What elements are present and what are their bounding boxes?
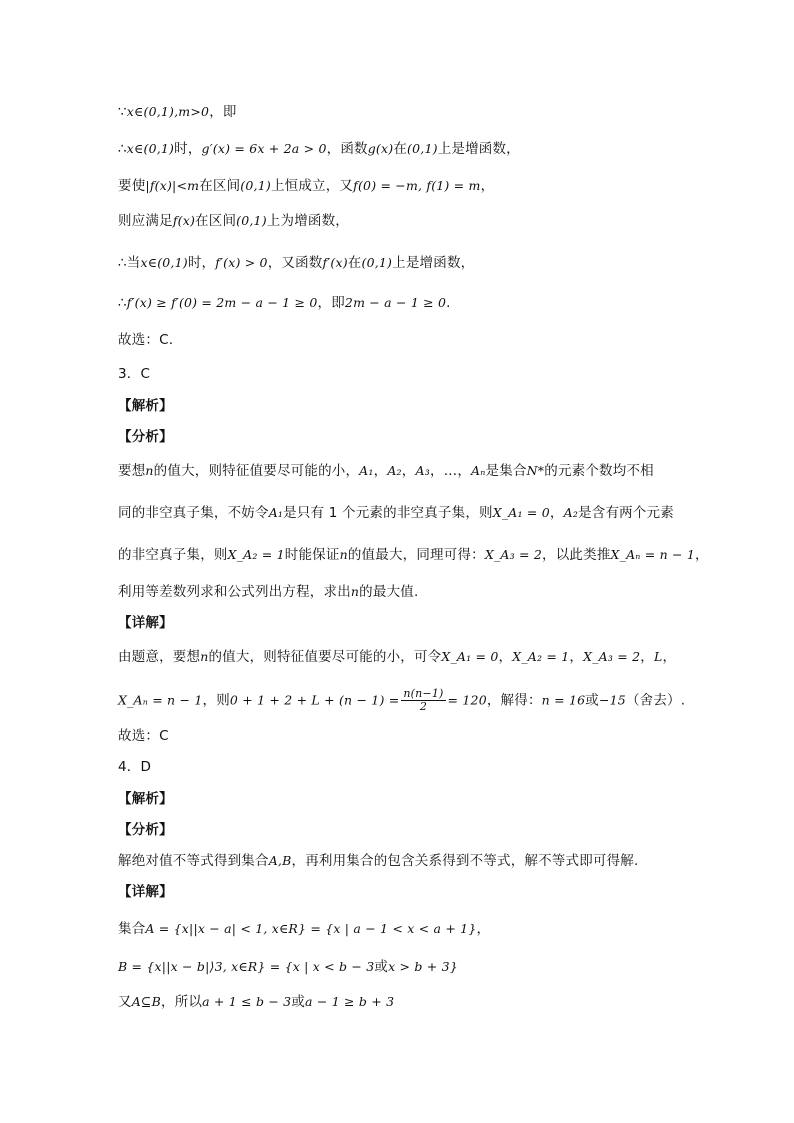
text-line — [118, 992, 394, 1012]
text-segment: 则应满足 — [118, 213, 173, 229]
text-segment: 在 — [393, 141, 408, 157]
text-segment: 的值大，则特征值要尽可能的小，可令 — [208, 649, 442, 665]
math-expression: A₁ — [359, 463, 374, 478]
text-line — [118, 461, 654, 481]
math-expression: X_A₂ = 1 — [227, 547, 285, 562]
text-segment: ， — [480, 178, 495, 194]
text-line — [118, 102, 237, 122]
math-expression: (0,1) — [361, 255, 393, 270]
math-expression: |f(x)|<m — [145, 178, 200, 193]
text-line — [118, 176, 494, 196]
text-segment: ， — [662, 649, 677, 665]
text-segment: 或 — [374, 959, 389, 975]
math-expression: n — [339, 547, 348, 562]
text-segment: 上恒成立，又 — [270, 178, 354, 194]
text-line — [118, 613, 173, 633]
math-expression: X_A₁ = 0 — [441, 649, 499, 664]
math-expression: N* — [526, 463, 545, 478]
text-segment: ，所以 — [161, 994, 203, 1010]
text-segment: ， — [569, 649, 584, 665]
text-segment: 时， — [174, 141, 202, 157]
fraction-denominator: 2 — [419, 700, 428, 713]
text-segment: ， — [549, 505, 564, 521]
math-expression: a + 1 ≤ b − 3 — [202, 994, 292, 1009]
text-segment: ， — [401, 463, 416, 479]
text-segment: ，…， — [429, 463, 472, 479]
text-segment: 在区间 — [199, 178, 241, 194]
text-segment: 3．C — [118, 366, 151, 382]
text-segment: 同的非空真子集，不妨令 — [118, 505, 269, 521]
text-segment: ，又函数 — [267, 255, 323, 271]
math-expression: (0,1) — [240, 178, 271, 193]
math-expression: A₂ — [563, 505, 579, 520]
math-expression: n — [200, 649, 209, 664]
text-line — [118, 647, 676, 667]
math-expression: X_Aₙ = n − 1 — [610, 547, 696, 562]
section-heading: 【解析】 — [118, 398, 173, 414]
text-segment: 是只有 1 个元素的非空真子集，则 — [283, 505, 493, 521]
text-line — [118, 820, 173, 840]
math-expression: f′(x) — [322, 255, 348, 270]
text-line — [118, 919, 490, 939]
math-expression: x > b + 3} — [388, 959, 458, 974]
math-expression: X_A₂ = 1 — [512, 649, 570, 664]
text-segment: ，以此类推 — [542, 547, 611, 563]
math-expression: n = 16 — [541, 692, 586, 708]
math-expression: A₃ — [415, 463, 430, 478]
text-segment: （舍去）. — [625, 692, 686, 709]
math-expression: A⊆B — [131, 994, 161, 1009]
math-expression: L — [654, 649, 663, 664]
text-segment: 上为增函数， — [266, 213, 349, 229]
text-segment: ， — [640, 649, 654, 665]
text-segment: 故选：C — [118, 728, 169, 744]
text-line — [118, 757, 151, 777]
text-segment: ∴ — [118, 141, 127, 157]
text-line — [118, 503, 674, 523]
text-segment: 上是增函数， — [437, 141, 520, 157]
text-line — [118, 726, 169, 746]
text-line — [118, 139, 520, 159]
math-expression: −15 — [598, 692, 626, 708]
text-segment: 的值大，则特征值要尽可能的小， — [153, 463, 360, 479]
text-segment: 是集合 — [485, 463, 527, 479]
text-line — [118, 211, 349, 231]
math-expression: f′(x) ≥ f′(0) = 2m − a − 1 ≥ 0 — [126, 295, 318, 310]
math-expression: 2m − a − 1 ≥ 0 — [344, 295, 447, 310]
text-line — [118, 427, 173, 447]
text-segment: 或 — [585, 692, 599, 709]
math-expression: B = {x||x − b|⟩3, x∈R} = {x | x < b − 3 — [118, 959, 375, 974]
text-segment: 的值最大，同理可得： — [347, 547, 485, 563]
text-line — [118, 545, 709, 565]
section-heading: 【解析】 — [118, 791, 173, 807]
text-segment: ， — [476, 921, 491, 937]
math-expression: 0 + 1 + 2 + L + (n − 1) = — [229, 692, 400, 708]
math-expression: x∈(0,1) — [126, 141, 175, 156]
math-expression: f(x) — [172, 213, 196, 228]
text-segment: 集合 — [118, 921, 146, 937]
math-expression: Aₙ — [471, 463, 486, 478]
math-expression: n — [145, 463, 154, 478]
text-segment: 在区间 — [195, 213, 237, 229]
text-line — [118, 882, 173, 902]
section-heading: 【详解】 — [118, 884, 173, 900]
text-segment: ，解得： — [486, 692, 542, 709]
math-expression: X_A₃ = 2 — [583, 649, 641, 664]
text-line — [118, 293, 451, 313]
section-heading: 【详解】 — [118, 615, 173, 631]
text-line — [118, 364, 150, 384]
text-segment: ∴当 — [118, 255, 141, 271]
text-segment: 由题意，要想 — [118, 649, 201, 665]
text-segment: ， — [373, 463, 388, 479]
math-expression: x∈(0,1) — [140, 255, 188, 270]
section-heading: 【分析】 — [118, 429, 173, 445]
math-expression: (0,1) — [407, 141, 438, 156]
math-expression: A = {x||x − a| < 1, x∈R} = {x | a − 1 < x < a + 1} — [145, 921, 477, 936]
text-segment: 4．D — [118, 759, 152, 775]
fraction-numerator: n(n−1) — [403, 687, 444, 700]
text-segment: 的元素个数均不相 — [544, 463, 654, 479]
text-segment: 是含有两个元素 — [578, 505, 674, 521]
text-segment: ，即 — [317, 295, 345, 311]
text-segment: 要使 — [118, 178, 146, 194]
math-expression: A₁ — [268, 505, 284, 520]
text-segment: 时， — [187, 255, 216, 271]
text-line — [118, 957, 458, 977]
text-segment: ，即 — [209, 104, 237, 120]
text-segment: ，再利用集合的包含关系得到不等式，解不等式即可得解. — [291, 853, 639, 869]
math-expression: a − 1 ≥ b + 3 — [305, 994, 395, 1009]
math-expression: x∈(0,1),m>0 — [126, 104, 210, 119]
math-expression: n — [350, 584, 360, 599]
math-expression: g′(x) = 6x + 2a > 0 — [201, 141, 327, 156]
text-line — [118, 330, 173, 350]
math-expression: (0,1) — [236, 213, 267, 228]
math-expression: g(x) — [367, 141, 394, 156]
text-segment: 要想 — [118, 463, 146, 479]
text-segment: ，则 — [202, 692, 230, 709]
math-expression: f(0) = −m, f(1) = m — [353, 178, 481, 193]
text-line — [118, 688, 685, 713]
text-line — [118, 789, 173, 809]
text-segment: 的非空真子集，则 — [118, 547, 228, 563]
text-segment: ，函数 — [326, 141, 368, 157]
text-segment: ∵ — [118, 104, 127, 120]
math-expression: = 120 — [447, 692, 487, 708]
math-expression: X_A₃ = 2 — [484, 547, 543, 562]
text-segment: . — [446, 295, 451, 311]
text-segment: ∴ — [118, 295, 127, 311]
text-segment: 故选：C. — [118, 332, 174, 348]
section-heading: 【分析】 — [118, 822, 173, 838]
math-expression: f′(x) > 0 — [215, 255, 268, 270]
text-line — [118, 253, 474, 273]
text-segment: 利用等差数列求和公式列出方程，求出 — [118, 584, 351, 600]
text-segment: 上是增函数， — [392, 255, 475, 271]
text-line — [118, 396, 173, 416]
math-expression: A,B — [268, 853, 292, 868]
text-segment: ， — [498, 649, 513, 665]
math-expression: X_Aₙ = n − 1 — [118, 692, 203, 708]
text-segment: 或 — [291, 994, 306, 1010]
text-segment: 又 — [118, 994, 132, 1010]
text-segment: 时能保证 — [284, 547, 340, 563]
text-line — [118, 582, 418, 602]
math-expression: X_A₁ = 0 — [492, 505, 550, 520]
fraction — [401, 688, 445, 713]
text-segment: ， — [695, 547, 709, 563]
text-line — [118, 851, 639, 871]
text-segment: 在 — [347, 255, 362, 271]
text-segment: 解绝对值不等式得到集合 — [118, 853, 269, 869]
text-segment: 的最大值. — [359, 584, 419, 600]
math-expression: A₂ — [387, 463, 402, 478]
